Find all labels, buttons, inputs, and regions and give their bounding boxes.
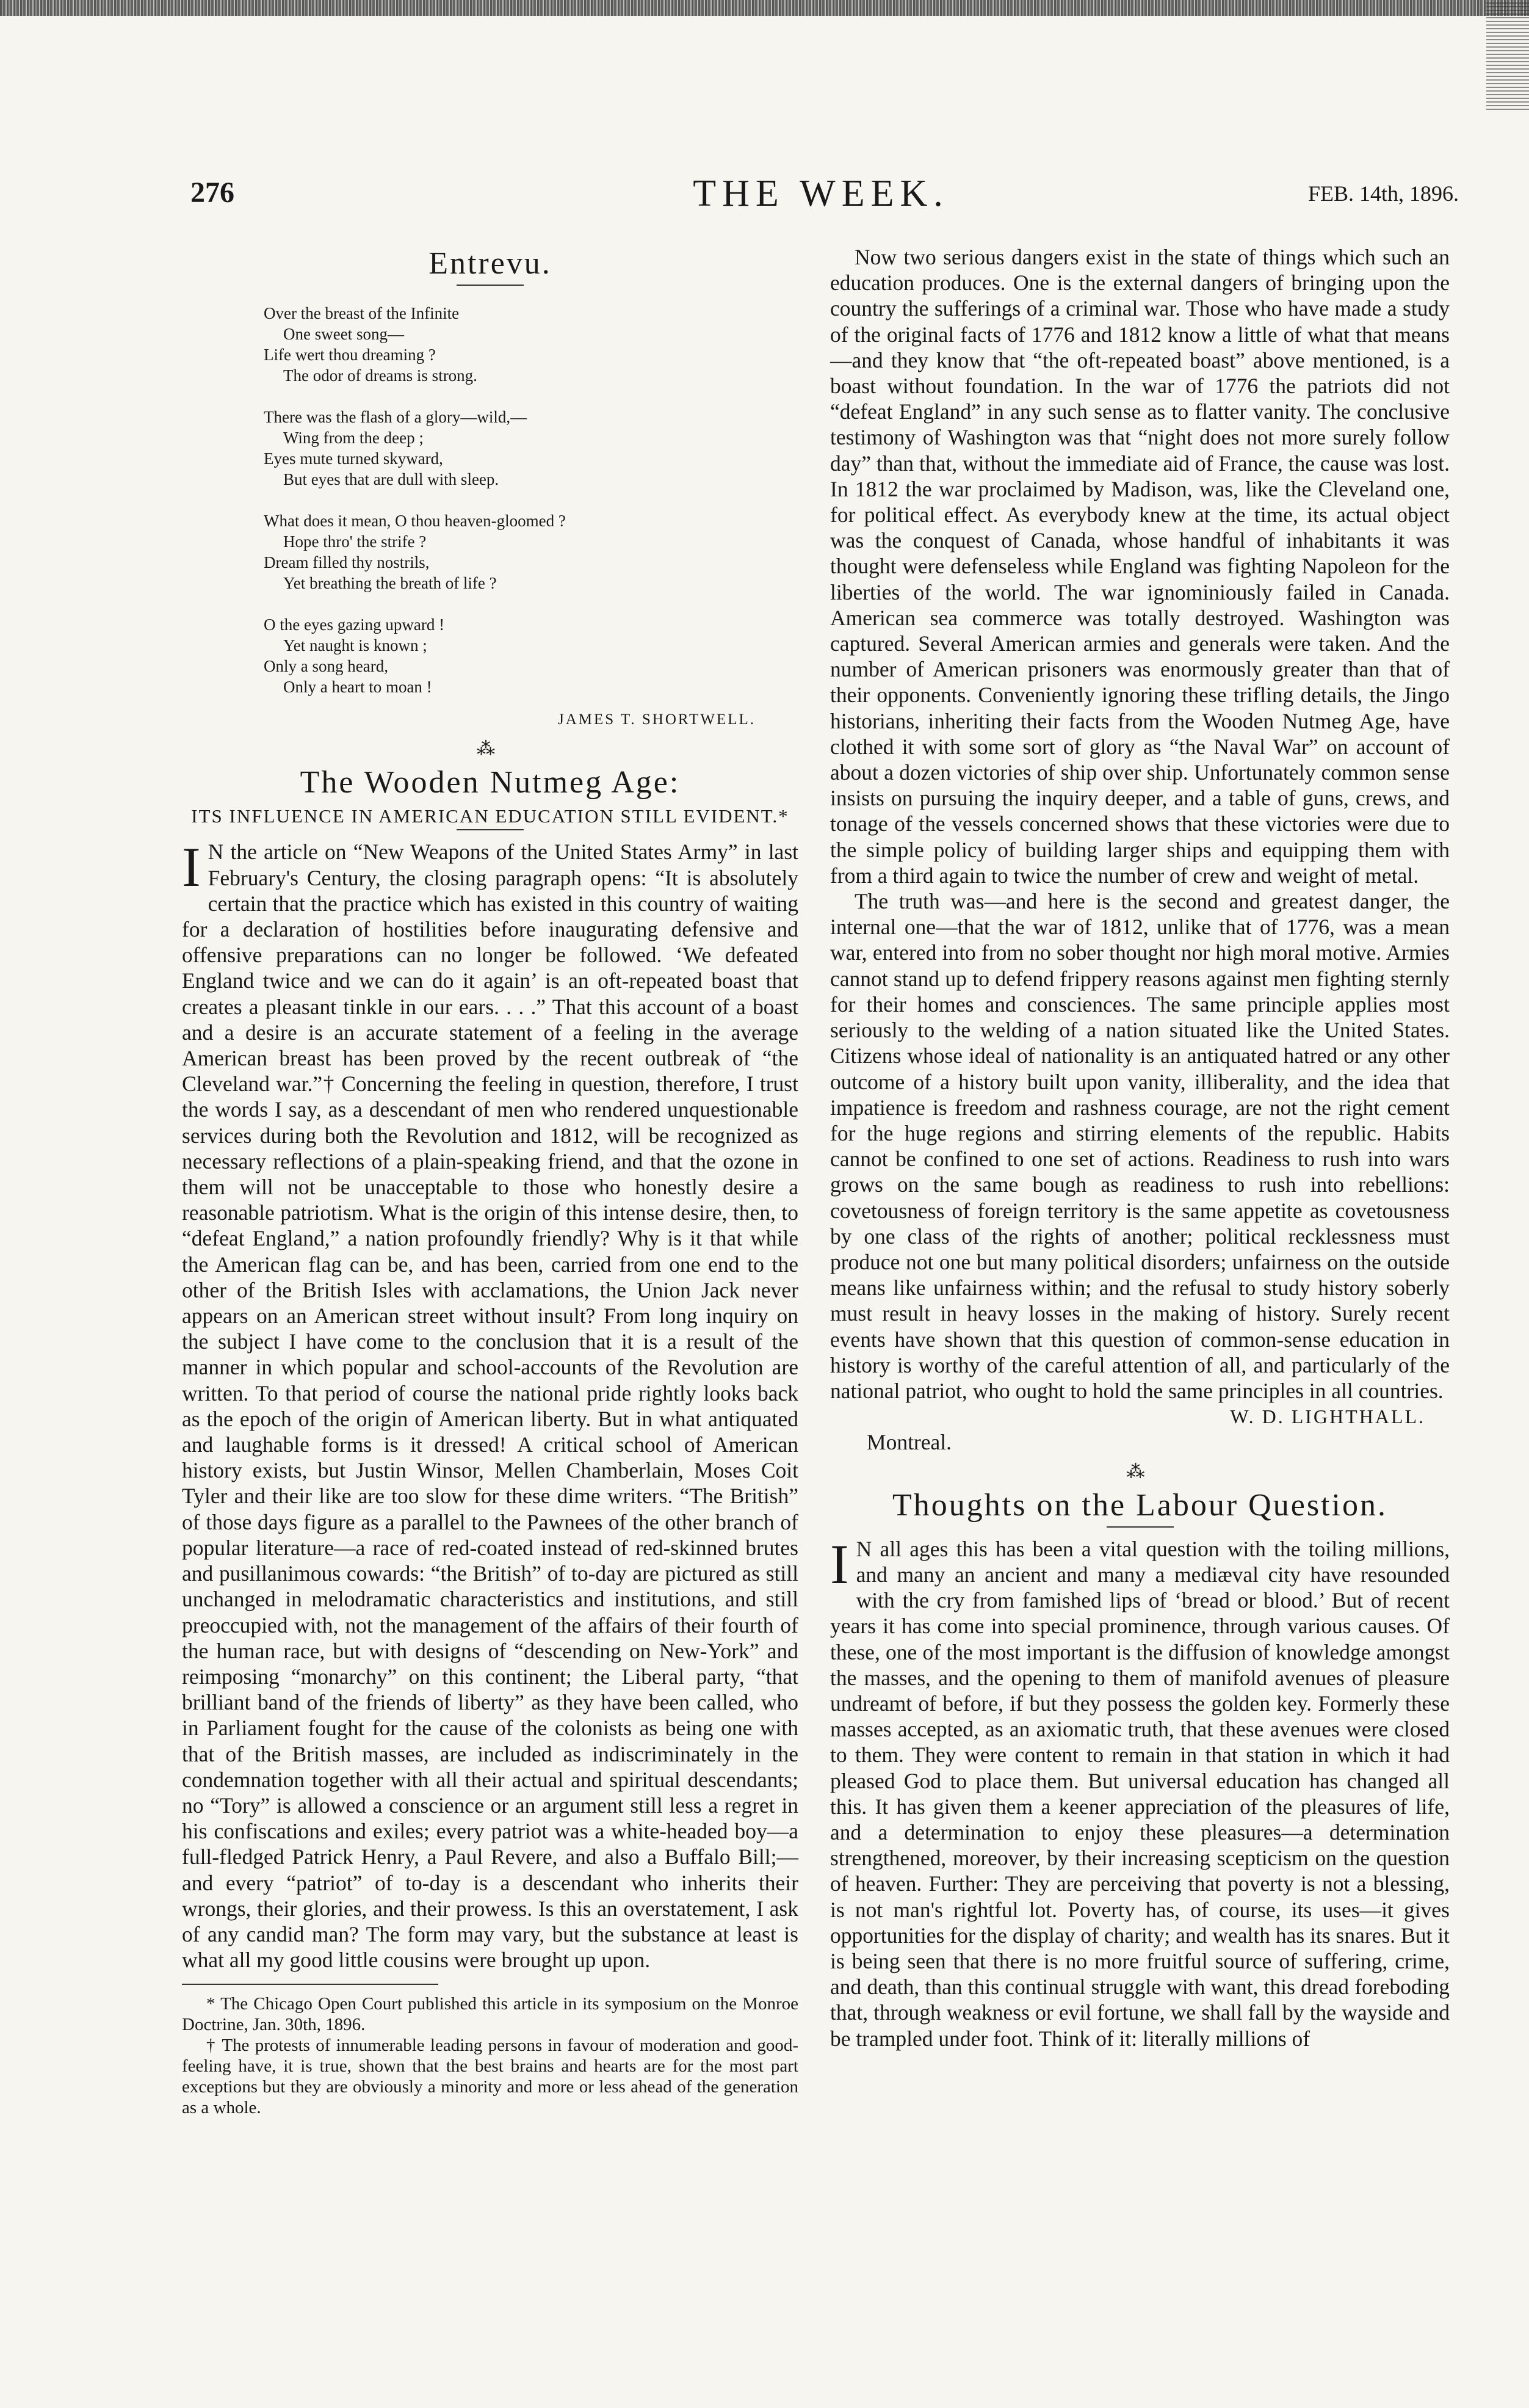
article-title: The Wooden Nutmeg Age:: [300, 765, 681, 800]
drop-cap: I: [830, 1532, 849, 1595]
poem-line: Wing from the deep ;: [283, 429, 424, 447]
scan-edge-right: [1486, 0, 1529, 110]
poem-line: There was the flash of a glory—wild,—: [264, 408, 527, 426]
article-paragraph: [182, 836, 798, 1973]
title-rule: [457, 285, 524, 286]
article-paragraph: [830, 1532, 1450, 2051]
poem-stanza: [264, 510, 798, 593]
poem-line: Yet breathing the breath of life ?: [283, 574, 497, 592]
drop-cap: I: [182, 836, 201, 899]
left-column: [182, 244, 798, 2118]
poem-line: What does it mean, O thou heaven-gloomed ?: [264, 512, 566, 530]
page-number: 276: [190, 176, 234, 209]
poem-line: Over the breast of the Infinite: [264, 304, 460, 322]
poem-line: Only a song heard,: [264, 657, 388, 675]
poem-author: JAMES T. SHORTWELL.: [557, 711, 756, 728]
poem-line: Only a heart to moan !: [283, 678, 432, 696]
article-paragraph: Now two serious dangers exist in the state of things which such an education produces. One is the external dangers of bringing upon the country the sufferings of a criminal war. Those who have made a study of the original facts of 1776 and 1812 know a little of what that means—and they know that “the oft-repeated boast” above mentioned, is a boast without foundation. In the war of 1776 the patriots did not “defeat England” in any such sense as to flatter vanity. The conclusive testimony of Washington was that “night does not more surely follow day” than that, without the immediate aid of France, the cause was lost. In 1812 the war proclaimed by Madison, was, like the Cleveland one, for political effect. As everybody knew at the time, its actual object was the conquest of Canada, whose handful of inhabitants it was thought were defenseless while England was fighting Napoleon for the liberties of the world. The war ignominiously failed in Canada. American sea commerce was totally destroyed. Washington was captured. Several American armies and generals were taken. And the number of American prisoners was enormously greater than that of their opponents. Conveniently ignoring these trifling details, the Jingo historians, inheriting their facts from the Wooden Nutmeg Age, have clothed it with some sort of glory as “the Naval War” on account of about a dozen victories of ship over ship. Unfortunately common sense insists on pursuing the inquiry deeper, and a table of guns, crews, and tonage of the vessels concerned shows that these victories were due to the simple policy of building larger ships and equipping them with from a third again to twice the number of crew and weight of metal.: [830, 245, 1450, 888]
poem-title: Entrevu.: [428, 246, 552, 281]
poem-line: But eyes that are dull with sleep.: [283, 470, 499, 488]
footnote: * The Chicago Open Court published this article in its symposium on the Monroe Doctrine, Jan. 30th, 1896.: [182, 1994, 798, 2035]
paragraph-text: N the article on “New Weapons of the United States Army” in last February's Century, the closing paragraph opens: “It is absolutely certain that the practice which has existed in this country of waiting for a declaration of hostilities before inaugurating defensive and offensive preparations can no longer be followed. ‘We defeated England twice and we can do it again’ is an oft-repeated boast that creates a pleasant tinkle in our ears. . . .” That this account of a boast and a desire is an accurate statement of a feeling in the average American breast has been proved by the recent outbreak of “the Cleveland war.”† Concerning the feeling in question, therefore, I trust the words I say, as a descendant of men who rendered unquestionable services during both the Revolution and 1812, will be recognized as necessary reflections of a plain-speaking friend, and that the ozone in them will not be unacceptable to those who honestly desire a reasonable patriotism. What is the origin of this intense desire, then, to “defeat England,” a nation profoundly friendly? Why is it that while the American flag can be, and has been, carried from one end to the other of the British Isles with acclamations, the Union Jack never appears on an American street without insult? From long inquiry on the subject I have come to the conclusion that it is a result of the manner in which popular and school-accounts of the Revolution are written. To that period of course the national pride rightly looks back as the epoch of the origin of American liberty. But in what antiquated and laughable forms is it dressed! A critical school of American history exists, but Justin Winsor, Mellen Chamberlain, Moses Coit Tyler and their like are too slow for these dime writers. “The British” of those days figure as a parallel to the Pawnees of the other branch of popular literature—a race of red-coated instead of red-skinned brutes and pusillanimous cowards: “the British” of to-day are pictured as still unchanged in melodramatic characteristics and institutions, and still preoccupied with, not the management of the affairs of their fourth of the human race, but with designs of “descending on New-York” and reimposing “monarchy” on this continent; the Liberal party, “that brilliant band of the friends of liberty” as they have been called, who in Parliament fought for the cause of the colonists as being one with that of the British masses, are included as indiscriminately in the condemnation together with all their actual and spiritual descendants; no “Tory” is allowed a conscience or an argument still less a regret in his confiscations and exiles; every patriot was a white-headed boy—a full-fledged Patrick Henry, a Paul Revere, and also a Buffalo Bill;—and every “patriot” of to-day is a descendant who inherits their wrongs, their glories, and their prowess. Is this an overstatement, I ask of any candid man? The form may vary, but the substance at least is what all my good little cousins were brought up upon.: [182, 840, 798, 1973]
title-rule: [1107, 1526, 1174, 1528]
poem-stanza: [264, 407, 798, 490]
footnote-rule: [182, 1984, 438, 1985]
article-paragraph: The truth was—and here is the second and greatest danger, the internal one—that the war of 1812, unlike that of 1776, was a mean war, entered into from no sober thought nor high moral motive. Armies cannot stand up to defend frippery reasons against men fighting sternly for their homes and consciences. The same principle applies most seriously to the welding of a nation situated like the United States. Citizens whose ideal of nationality is an antiquated hatred or any other outcome of a history built upon vanity, illiberality, and the idea that impatience is freedom and rashness courage, are not the right cement for the huge regions and stirring elements of the republic. Habits cannot be confined to one set of actions. Readiness to rush into wars grows on the same bough as readiness to rush into rebellions: covetousness of foreign territory is the same appetite as covetousness by one class of the rights of another; political recklessness must produce not one but many political disorders; unfairness on the outside means like unfairness within; and the refusal to study history soberly must result in heavy losses in the making of history. Surely recent events have shown that this question of common-sense education in history is worthy of the careful attention of all, and particularly of the national patriot, who ought to hold the same principles in all countries.: [830, 889, 1450, 1403]
poem-stanza: [264, 303, 798, 386]
article-place: Montreal.: [867, 1430, 952, 1455]
page-header: [183, 172, 1459, 221]
paragraph-text: N all ages this has been a vital question with the toiling millions, and many an ancient and many a mediæval city have resounded with the cry from famished lips of ‘bread or blood.’ But of recent years it has come into special prominence, through various causes. Of these, one of the most important is the diffusion of knowledge amongst the masses, and the opening to them of manifold avenues of pleasure undreamt of before, if but they possess the golden key. Formerly these masses accepted, as an axiomatic truth, that these avenues were closed to them. They were content to remain in that station in which it had pleased God to place them. But universal education has changed all this. It has given them a keener appreciation of the pleasures of life, and a determination to enjoy these pleasures—a determination strengthened, moreover, by their increasing scepticism on the question of heaven. Further: They are perceiving that poverty is not a blessing, is not man's rightful lot. Poverty has, of course, its uses—it gives opportunities for the display of charity; and wealth has its snares. But it is being seen that there is no more fruitful source of suffering, crime, and death, than this continual struggle with want, this dread foreboding that, through weakness or evil fortune, we shall fall by the wayside and be trampled under foot. Think of it: literally millions of: [830, 1536, 1450, 2051]
poem-line: Hope thro' the strife ?: [283, 532, 427, 551]
poem: [264, 303, 798, 697]
article-signature: W. D. LIGHTHALL.: [1230, 1405, 1425, 1428]
right-column: [830, 244, 1450, 2051]
issue-date: FEB. 14th, 1896.: [1307, 181, 1459, 206]
poem-line: Yet naught is known ;: [283, 636, 427, 655]
poem-line: Eyes mute turned skyward,: [264, 449, 443, 468]
poem-line: Dream filled thy nostrils,: [264, 553, 430, 571]
poem-line: One sweet song—: [283, 325, 404, 343]
poem-line: O the eyes gazing upward !: [264, 615, 445, 634]
article-title: Thoughts on the Labour Question.: [892, 1487, 1387, 1523]
article-subtitle: ITS INFLUENCE IN AMERICAN EDUCATION STILL EVIDENT.*: [191, 805, 789, 827]
section-asterism: ⁂: [477, 739, 504, 760]
masthead: THE WEEK.: [693, 173, 949, 214]
title-rule: [457, 829, 524, 830]
section-asterism: ⁂: [1126, 1461, 1154, 1482]
poem-line: The odor of dreams is strong.: [283, 366, 477, 385]
poem-line: Life wert thou dreaming ?: [264, 346, 436, 364]
footnote: † The protests of innumerable leading persons in favour of moderation and good-feeling have, it is true, shown that the best brains and hearts are for the most part exceptions but they are obviously a minority and more or less ahead of the generation as a whole.: [182, 2036, 798, 2118]
poem-stanza: [264, 614, 798, 697]
scan-edge-top: [0, 0, 1529, 16]
